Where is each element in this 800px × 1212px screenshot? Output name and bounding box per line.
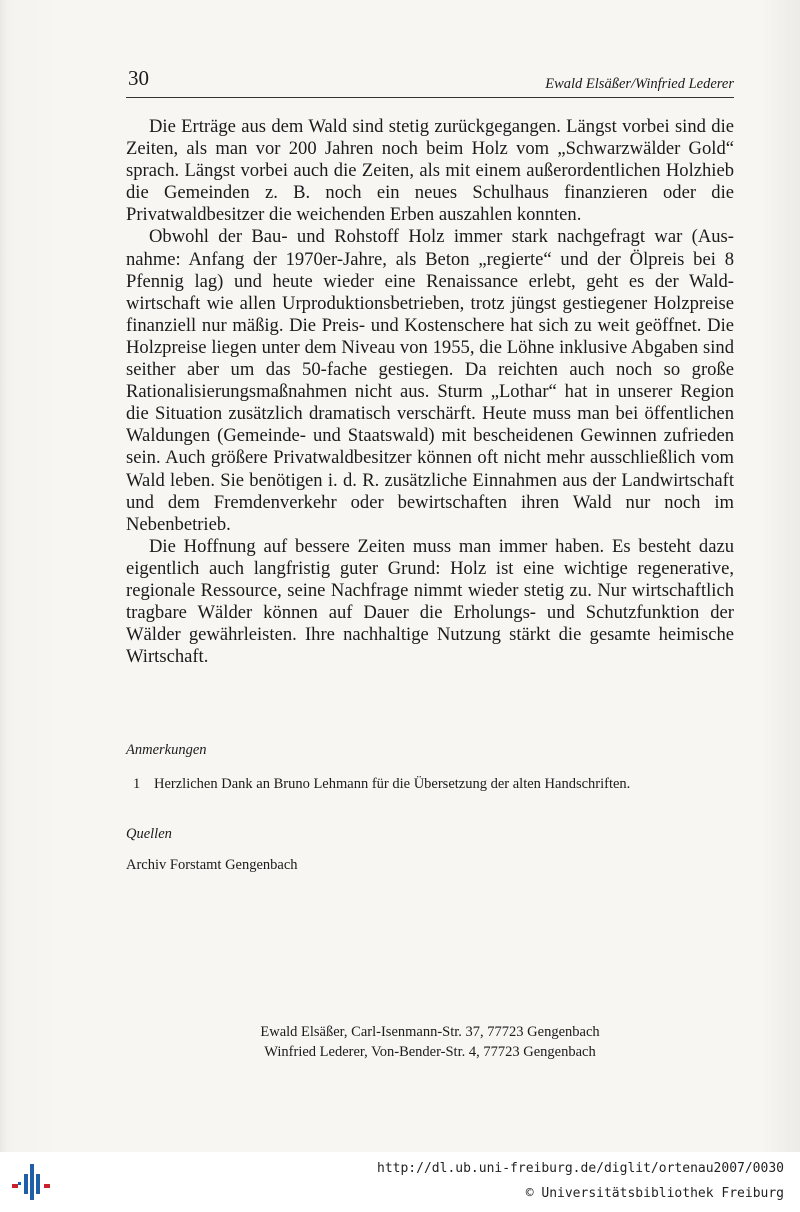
library-logo-icon <box>10 1162 52 1202</box>
author-address: Winfried Lederer, Von-Bender-Str. 4, 77723 Gengenbach <box>264 1044 596 1060</box>
paragraph: Obwohl der Bau- und Rohstoff Holz immer stark nachgefragt war (Ausnahme: Anfang der 1970er-Jahre, als Beton „regierte“ und der Ölpreis bei 8 Pfennig lag) und heute wieder eine Renaissance erlebt, geht es der Waldwirtschaft wie allen Urproduktionsbetrieben, trotz jüngst gestiegener Holzpreise finanziell nur mäßig. Die Preis- und Kostenschere hat sich zu weit geöffnet. Die Holzpreise liegen unter dem Niveau von 1955, die Löhne inklusive Abgaben sind seither aber um das 50-fache gestiegen. Da reichten auch noch so große Rationalisierungsmaßnahmen nicht aus. Sturm „Lothar“ hat in unserer Region die Situation zusätzlich dramatisch verschärft. Heute muss man bei öffentlichen Waldungen (Gemeinde- und Staatswald) mit bescheidenen Gewinnen zufrieden sein. Auch größere Privatwaldbesitzer können oft nicht mehr ausschließlich vom Wald leben. Sie benötigen i. d. R. zusätzliche Einnahmen aus der Landwirtschaft und dem Fremdenverkehr oder bewirtschaften ihren Wald nur noch im Nebenbetrieb. <box>126 226 734 535</box>
footnote-text: Herzlichen Dank an Bruno Lehmann für die Übersetzung der alten Handschriften. <box>154 776 631 792</box>
author-address: Ewald Elsäßer, Carl-Isenmann-Str. 37, 77723 Gengenbach <box>260 1024 600 1040</box>
header-rule <box>126 97 734 98</box>
body-text <box>126 116 734 668</box>
sources-heading: Quellen <box>126 826 172 842</box>
footnote-item <box>126 776 630 793</box>
footer-bar <box>0 1152 800 1212</box>
author-addresses <box>126 1022 734 1062</box>
notes-heading: Anmerkungen <box>126 742 207 758</box>
paragraph: Die Erträge aus dem Wald sind stetig zurückgegangen. Längst vorbei sind die Zeiten, als man vor 200 Jahren noch beim Holz vom „Schwarzwälder Gold“ sprach. Längst vorbei auch die Zeiten, als mit einem außerordentlichen Holzhieb die Gemeinden z. B. noch ein neues Schulhaus finanzieren oder die Privatwaldbesitzer die weichenden Erben auszahlen konnten. <box>126 116 734 226</box>
page-number: 30 <box>128 66 149 90</box>
source-item: Archiv Forstamt Gengenbach <box>126 857 298 873</box>
permalink-link[interactable]: http://dl.ub.uni-freiburg.de/diglit/ortenau2007/0030 <box>377 1161 784 1176</box>
running-head: Ewald Elsäßer/Winfried Lederer <box>545 76 734 92</box>
paragraph: Die Hoffnung auf bessere Zeiten muss man immer haben. Es besteht dazu eigentlich auch langfristig guter Grund: Holz ist eine wichtige regenerative, regionale Ressource, seine Nachfrage nimmt wieder stetig zu. Nur wirtschaftlich tragbare Wälder können auf Dauer die Erholungs- und Schutzfunktion der Wälder gewährleisten. Ihre nachhaltige Nutzung stärkt die gesamte heimische Wirtschaft. <box>126 535 734 668</box>
footnote-number: 1 <box>133 776 141 792</box>
copyright-text: © Universitätsbibliothek Freiburg <box>525 1186 784 1201</box>
